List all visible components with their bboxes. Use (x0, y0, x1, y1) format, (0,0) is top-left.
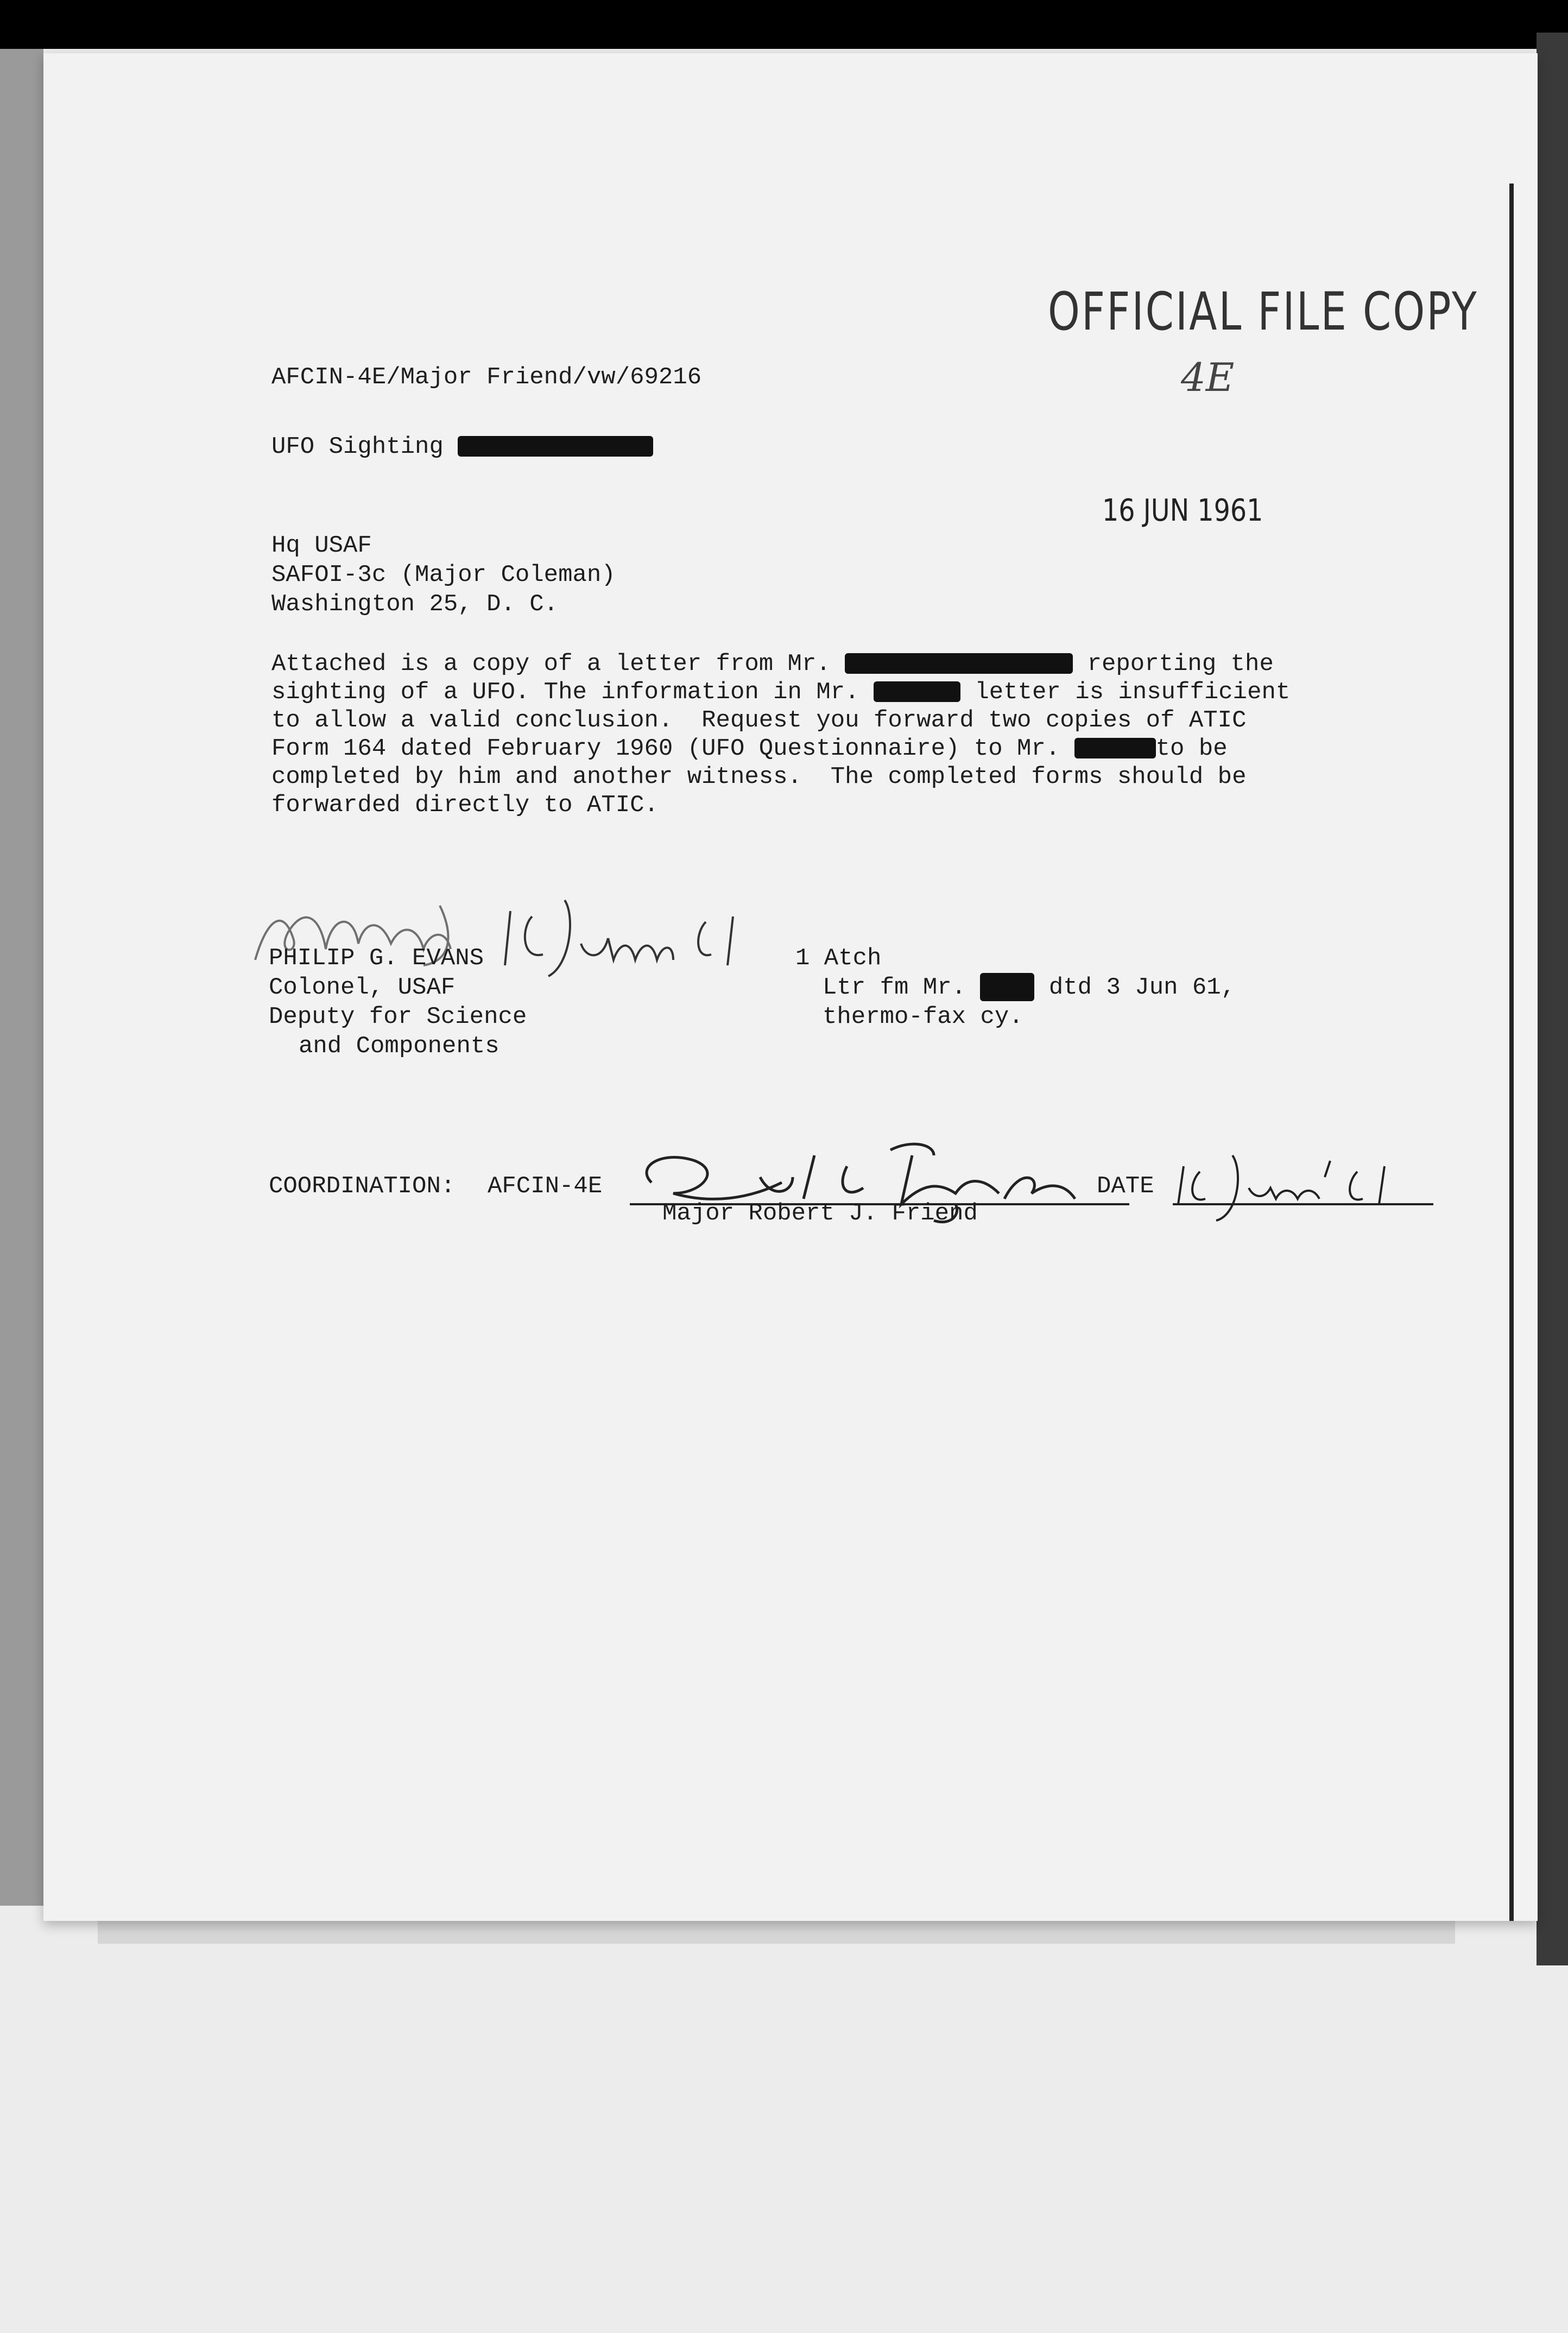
document-page (43, 53, 1538, 1921)
addressee-line-1: Hq USAF (271, 532, 372, 559)
redaction-mark (845, 653, 1073, 674)
reference-line: AFCIN-4E/Major Friend/vw/69216 (271, 364, 702, 391)
body-line-6: forwarded directly to ATIC. (271, 792, 659, 819)
body-line-1-end: reporting the (1073, 650, 1274, 678)
body-line-2-start: sighting of a UFO. The information in Mr. (271, 679, 859, 706)
attachment-line-2-start: Ltr fm Mr. (823, 974, 966, 1001)
attachment-line-2 (823, 973, 1235, 1002)
addressee-line-3: Washington 25, D. C. (271, 591, 559, 618)
body-line-2-end: letter is insufficient (960, 679, 1291, 706)
coordinating-signer: Major Robert J. Friend (662, 1200, 978, 1227)
coordination-label: COORDINATION: (269, 1173, 456, 1200)
page-edge-line (1509, 184, 1514, 1921)
official-file-copy-stamp: OFFICIAL FILE COPY (1048, 281, 1478, 342)
body-line-4-end: to be (1155, 735, 1228, 762)
body-line-3: to allow a valid conclusion. Request you forward two copies of ATIC (271, 707, 1247, 734)
subject-line (271, 432, 653, 461)
body-line-1 (271, 649, 1274, 679)
attachment-count: 1 Atch (795, 945, 882, 972)
redaction-mark (874, 681, 960, 702)
body-line-2 (271, 678, 1290, 707)
date-stamp: 16 JUN 1961 (1102, 493, 1263, 528)
coordination-date-label: DATE (1097, 1173, 1154, 1200)
coordination-date-handwriting (1173, 1145, 1433, 1226)
attachment-line-2-end: dtd 3 Jun 61, (1034, 974, 1236, 1001)
body-line-4 (271, 734, 1228, 763)
redaction-mark (980, 973, 1034, 1001)
attachment-line-3: thermo-fax cy. (823, 1003, 1023, 1030)
body-line-5: completed by him and another witness. The completed forms should be (271, 763, 1247, 791)
subject-text: UFO Sighting (271, 433, 444, 460)
coordination-office: AFCIN-4E (488, 1173, 603, 1200)
file-code-handwritten: 4E (1181, 355, 1235, 400)
body-line-1-start: Attached is a copy of a letter from Mr. (271, 650, 831, 678)
film-left-edge (0, 49, 43, 1906)
signer-title-1: Deputy for Science (269, 1003, 527, 1030)
body-line-4-start: Form 164 dated February 1960 (UFO Questionnaire) to Mr. (271, 735, 1060, 762)
addressee-line-2: SAFOI-3c (Major Coleman) (271, 561, 616, 589)
signer-name: PHILIP G. EVANS (269, 945, 484, 972)
film-right-edge (1537, 33, 1568, 1965)
redaction-mark (458, 436, 653, 457)
signer-rank: Colonel, USAF (269, 974, 456, 1001)
redaction-mark (1074, 738, 1156, 758)
signer-title-2: and Components (299, 1033, 500, 1060)
evans-date-handwriting (500, 884, 804, 982)
